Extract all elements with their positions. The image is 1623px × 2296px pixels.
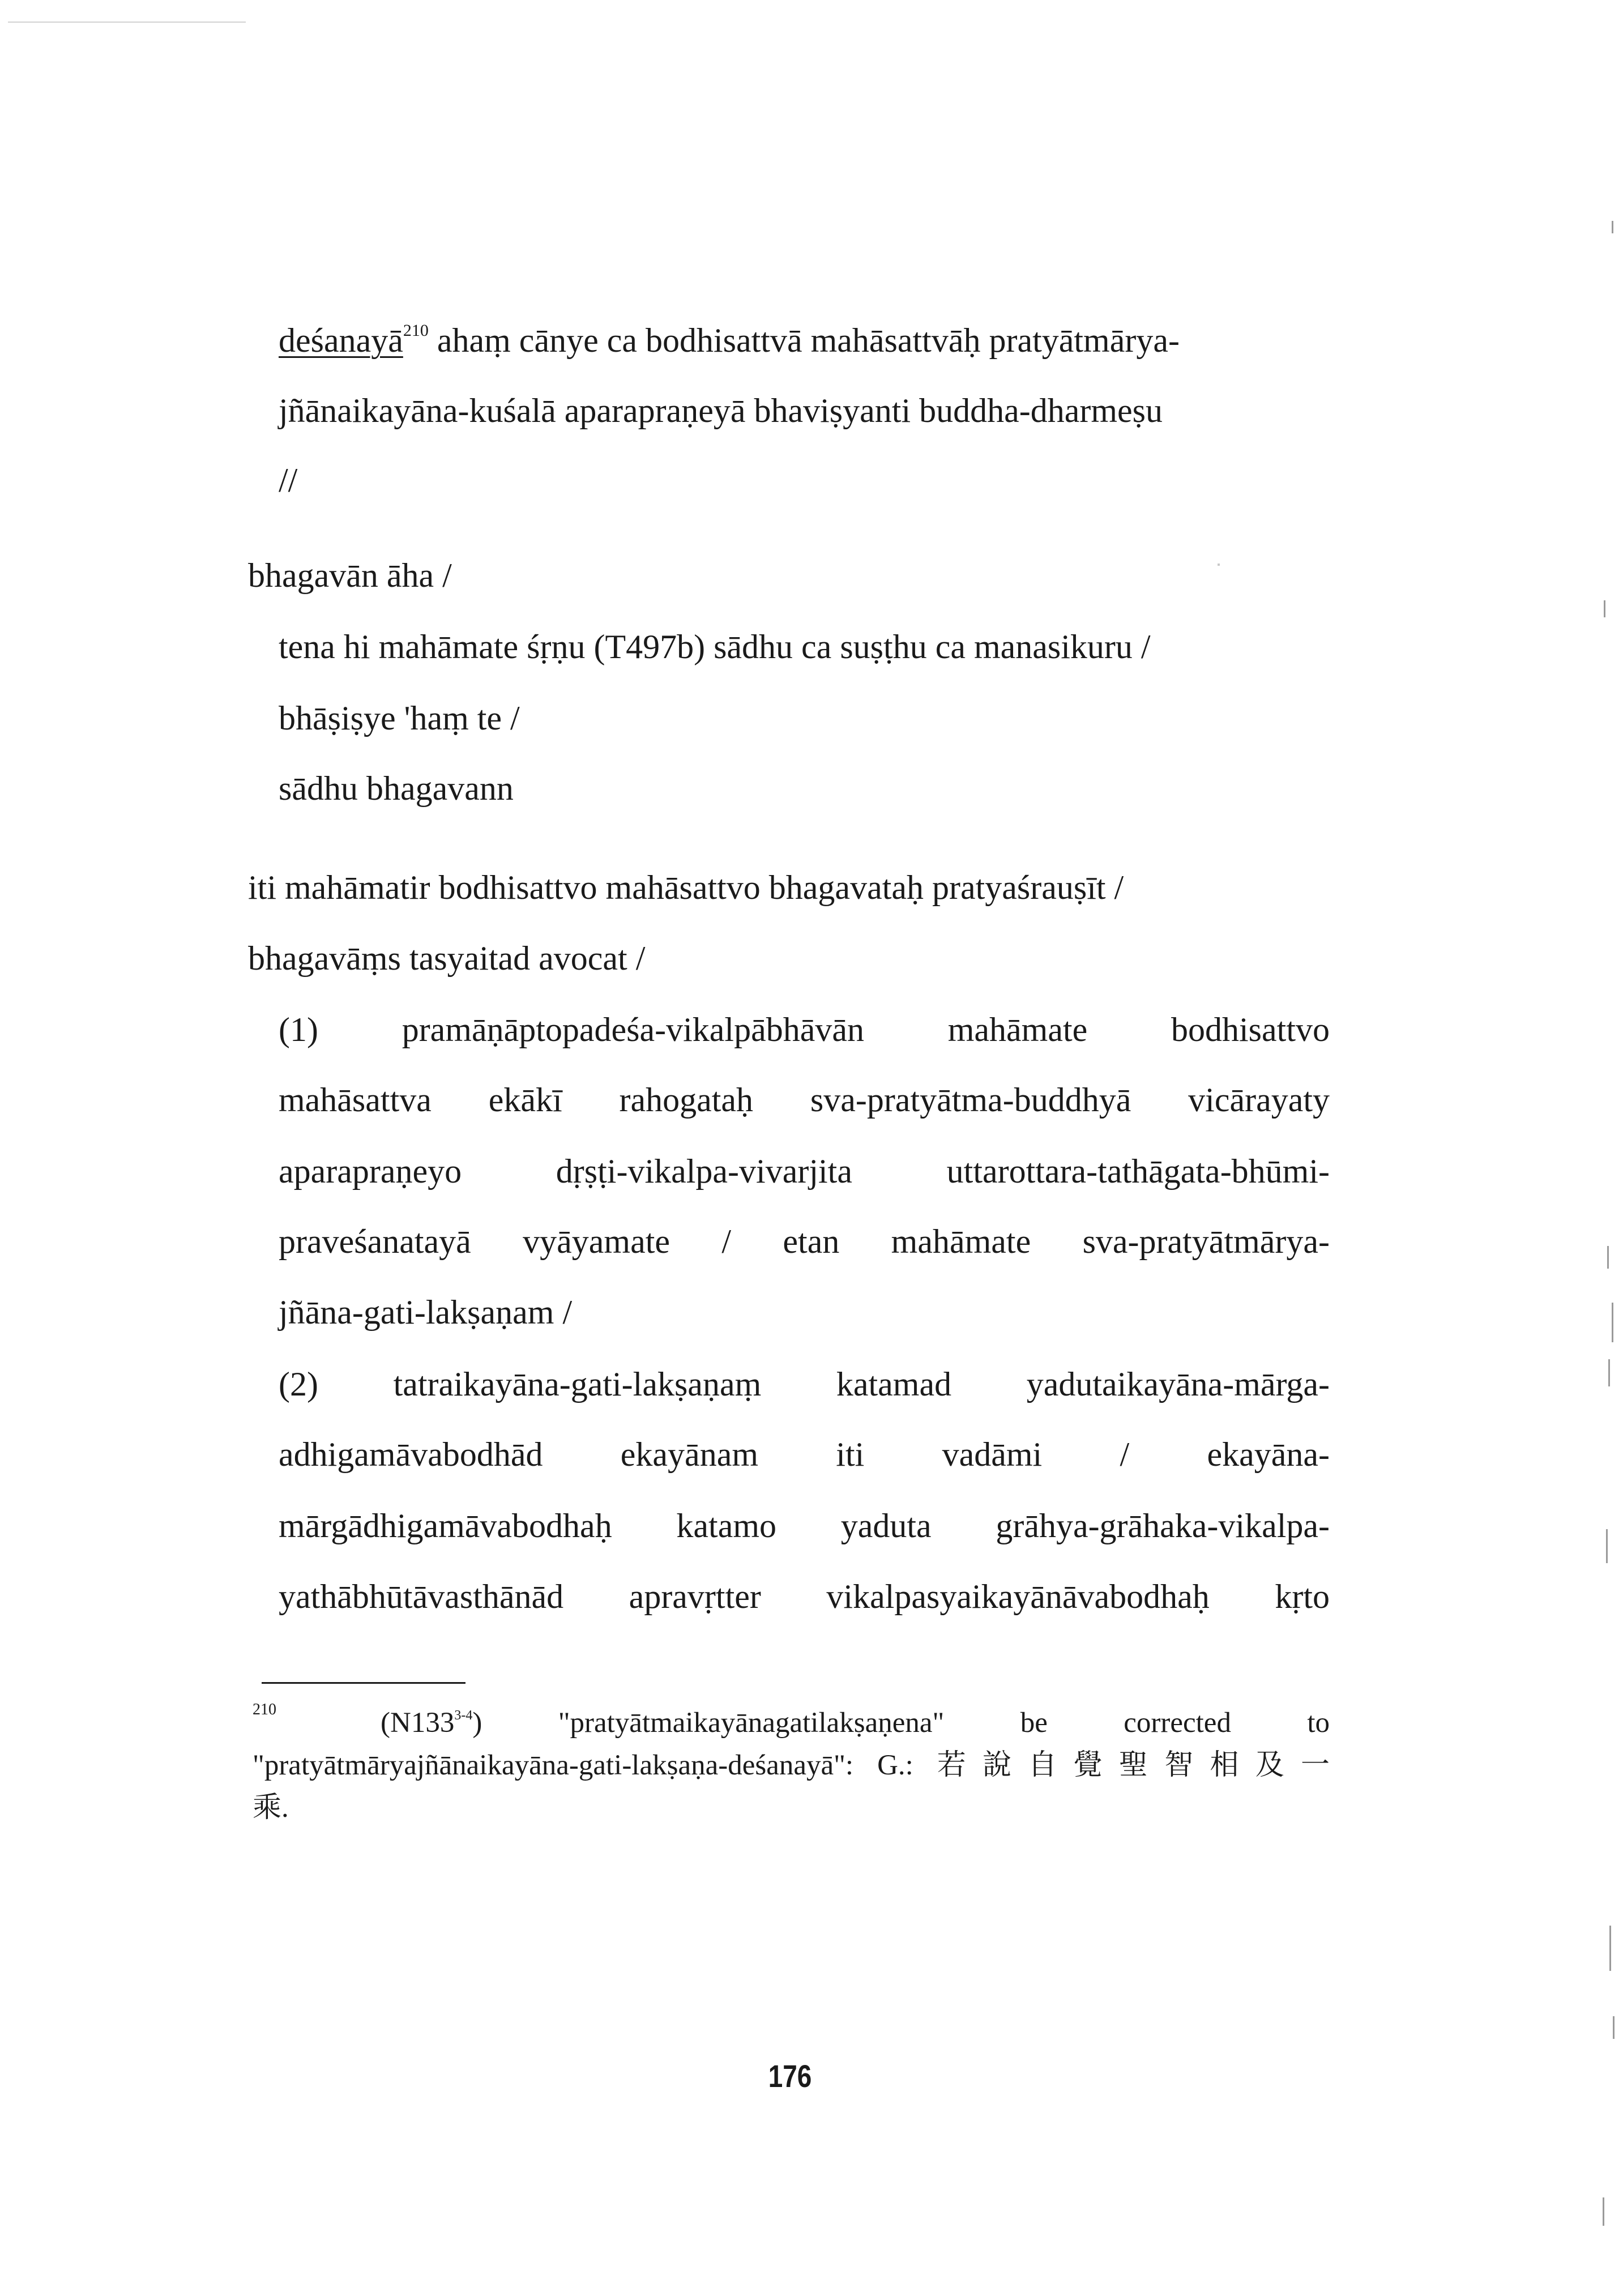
text-line-16: adhigamāvabodhād ekayānam iti vadāmi / ekayāna- — [279, 1436, 1330, 1473]
footnote-citation: (N133$^{3-4}$) "pratyātmaikayānagatilakṣaṇena" be corrected to — [381, 1707, 1330, 1739]
text-line-9: bhagavāṃs tasyaitad avocat / — [248, 940, 646, 977]
footnote-line-1 — [381, 1706, 1330, 1740]
top-edge-line — [8, 22, 246, 23]
footnote-marker: 210 — [253, 1701, 276, 1718]
footnote-line-3: 乘. — [253, 1792, 289, 1824]
text-line-17: mārgādhigamāvabodhaḥ katamo yaduta grāhya-grāhaka-vikalpa- — [279, 1507, 1330, 1544]
text-line-14: jñāna-gati-lakṣaṇam / — [279, 1294, 573, 1331]
underlined-word: deśanayā — [279, 322, 403, 359]
footnote-separator — [262, 1682, 465, 1684]
text-line-8: iti mahāmatir bodhisattvo mahāsattvo bhagavataḥ pratyaśrauṣīt / — [248, 869, 1124, 906]
footnote-reference: 210 — [403, 321, 429, 340]
line-text: ahaṃ cānye ca bodhisattvā mahāsattvāḥ pratyātmārya- — [437, 322, 1180, 359]
text-line-7: sādhu bhagavann — [279, 770, 514, 807]
text-line-12: aparapraṇeyo dṛṣṭi-vikalpa-vivarjita uttarottara-tathāgata-bhūmi- — [279, 1153, 1330, 1190]
text-line-10: (1) pramāṇāptopadeśa-vikalpābhāvān mahāmate bodhisattvo — [279, 1011, 1330, 1048]
text-line-11: mahāsattva ekākī rahogataḥ sva-pratyātma-buddhyā vicārayaty — [279, 1081, 1330, 1119]
text-line-1 — [279, 320, 1180, 361]
footnote-line-2: "pratyātmāryajñānaikayāna-gati-lakṣaṇa-deśanayā": G.: 若說自覺聖智相及一 — [253, 1749, 1330, 1781]
text-line-18: yathābhūtāvasthānād apravṛtter vikalpasyaikayānāvabodhaḥ kṛto — [279, 1578, 1330, 1615]
text-line-15: (2) tatraikayāna-gati-lakṣaṇaṃ katamad yadutaikayāna-mārga- — [279, 1365, 1330, 1403]
text-line-6: bhāṣiṣye 'haṃ te / — [279, 699, 520, 737]
page-number: 176 — [768, 2058, 812, 2094]
text-line-13: praveśanatayā vyāyamate / etan mahāmate sva-pratyātmārya- — [279, 1223, 1330, 1260]
text-line-4: bhagavān āha / — [248, 557, 452, 594]
text-line-2: jñānaikayāna-kuśalā aparapraṇeyā bhaviṣyanti buddha-dharmeṣu — [279, 392, 1163, 429]
text-line-5: tena hi mahāmate śṛṇu (T497b) sādhu ca suṣṭhu ca manasikuru / — [279, 628, 1151, 665]
text-line-3: // — [279, 462, 298, 499]
